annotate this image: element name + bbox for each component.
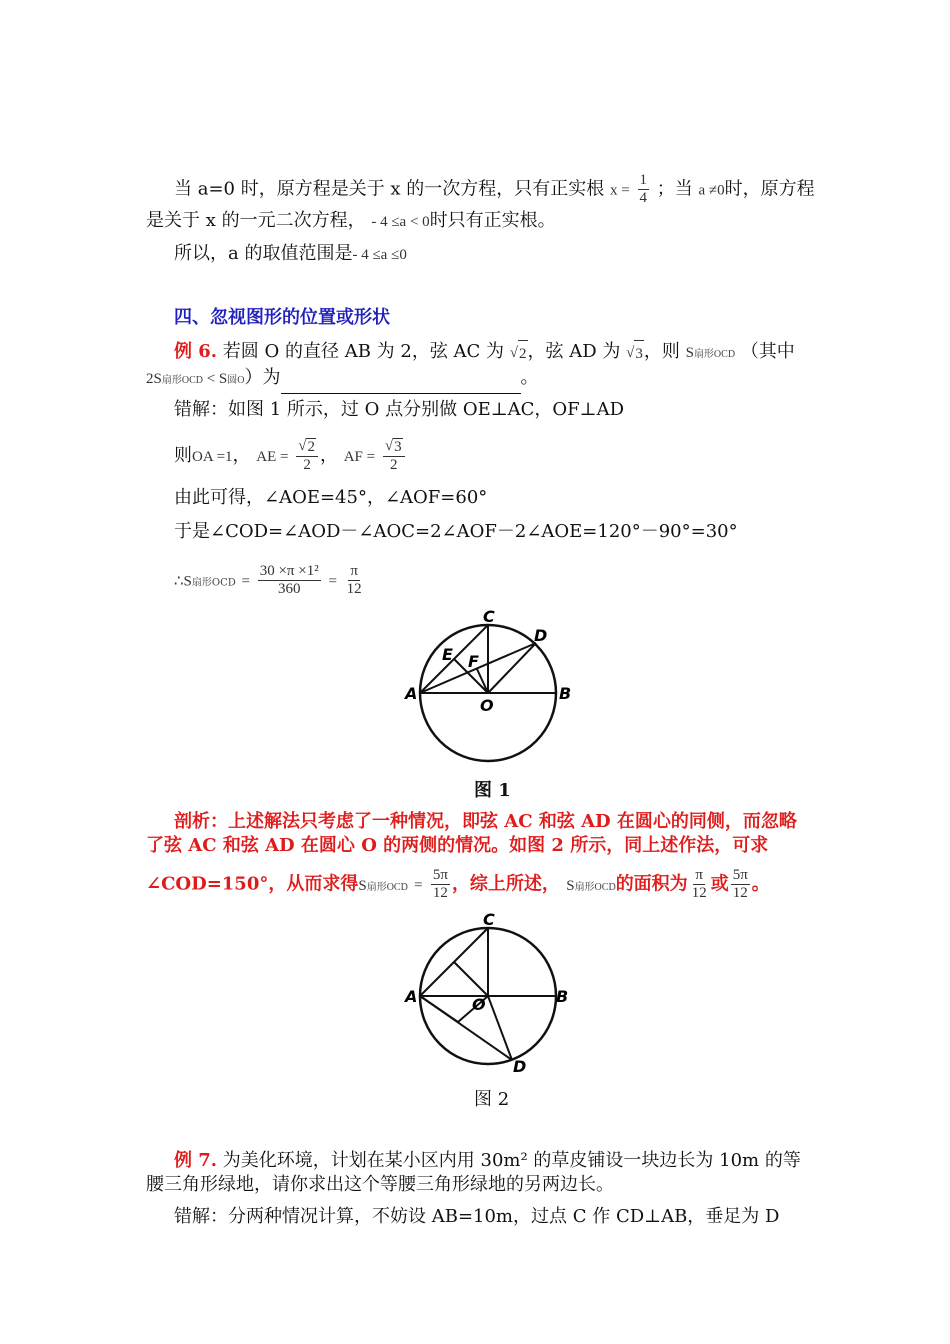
wrong-solution-line-4: 于是∠COD=∠AOD－∠AOC=2∠AOF－2∠AOE=120°－90°=30° <box>174 521 738 542</box>
sector-area-symbol: S扇形OCD <box>685 345 736 361</box>
text: 当 a=0 时，原方程是关于 x 的一次方程，只有正实根 <box>174 178 605 200</box>
sqrt-2: √ 2 <box>510 340 528 367</box>
range-line: 所以，a 的取值范围是- 4 ≤a ≤0 <box>174 243 407 264</box>
condition-math: 2S扇形OCD < S圆O <box>146 371 245 387</box>
fraction-ae: √ 2 2 <box>296 438 318 474</box>
figure-1-caption: 图 1 <box>474 780 511 801</box>
analysis-line-1: 剖析：上述解法只考虑了一种情况，即弦 AC 和弦 AD 在圆心的同侧，而忽略 <box>174 811 797 832</box>
segment-of <box>454 962 488 996</box>
wrong-solution-line-2: 则OA =1， AE = √ 2 2 ， AF = √ 3 2 <box>174 438 407 474</box>
example-7-line-2: 腰三角形绿地，请你求出这个等腰三角形绿地的另两边长。 <box>146 1174 614 1195</box>
label-a: A <box>405 684 418 703</box>
segment-of <box>477 669 488 693</box>
radius-od <box>488 643 536 693</box>
example-7-line-3: 错解：分两种情况计算，不妨设 AB=10m，过点 C 作 CD⊥AB，垂足为 D <box>174 1206 780 1227</box>
label-d: D <box>534 626 548 645</box>
label-c: C <box>483 910 495 929</box>
fraction-sector-formula: $\frac{\text{30 ×π ×1²}}{360}$ <box>259 563 319 597</box>
analysis-line-2: 了弦 AC 和弦 AD 在圆心 O 的两侧的情况。如图 2 所示，同上述作法，可求 <box>146 835 769 856</box>
fraction-5pi-12-answer: $\frac{5\pi}{12}$ <box>732 867 748 901</box>
figure-2-diagram <box>398 910 578 1075</box>
answer-blank <box>281 375 521 394</box>
wrong-solution-line-3: 由此可得，∠AOE=45°，∠AOF=60° <box>174 487 488 508</box>
label-o: O <box>472 995 486 1014</box>
fraction-pi-12-answer: $\frac{\pi}{12}$ <box>691 867 707 901</box>
figure-1-diagram <box>400 605 580 770</box>
fraction-one-quarter: $\frac{1}{4}$ <box>639 172 647 206</box>
label-d: D <box>513 1057 527 1075</box>
fraction-pi-12: $\frac{\pi}{12}$ <box>346 563 362 597</box>
fraction-af: √ 3 2 <box>383 438 405 474</box>
example-label: 例 6. <box>174 341 218 362</box>
wrong-solution-line-1: 错解：如图 1 所示，过 O 点分别做 OE⊥AC，OF⊥AD <box>174 399 625 420</box>
math-x: x = <box>610 182 630 199</box>
solution-line-1: 当 a=0 时，原方程是关于 x 的一次方程，只有正实根 x = $\frac{1}{4}$ ；当 a ≠0时，原方程 <box>174 172 815 206</box>
math-a-neq-zero: a ≠0 <box>698 182 725 199</box>
label-e: E <box>442 645 453 664</box>
figure-2-caption: 图 2 <box>474 1089 510 1110</box>
label-b: B <box>556 987 569 1006</box>
example-6-line-2: 2S扇形OCD < S圆O）为 。 <box>146 365 539 394</box>
sqrt-3: √ 3 <box>626 340 644 367</box>
math-range: - 4 ≤a ≤0 <box>352 247 407 263</box>
label-c: C <box>483 607 495 626</box>
label-o: O <box>480 696 494 715</box>
example-label: 例 7. <box>174 1150 218 1171</box>
example-6-line-1: 例 6. 若圆 O 的直径 AB 为 2，弦 AC 为 √ 2 ，弦 AD 为 √ 3 ，则 S扇形OCD （其中 <box>174 339 795 368</box>
section-heading: 四、忽视图形的位置或形状 <box>174 307 390 328</box>
fraction-5pi-12: $\frac{5\pi}{12}$ <box>432 867 448 901</box>
label-f: F <box>468 652 479 671</box>
analysis-line-3: ∠COD=150°，从而求得S扇形OCD = $\frac{5\pi}{12}$ ，综上所述， S扇形OCD的面积为 $\frac{\pi}{12}$ 或 $\frac{5\pi}{12}$ 。 <box>146 867 770 901</box>
solution-line-2: 是关于 x 的一元二次方程， - 4 ≤a < 0时只有正实根。 <box>146 210 556 231</box>
radius-od <box>488 996 512 1060</box>
wrong-solution-line-5: ∴S扇形OCD = $\frac{\text{30 ×π ×1²}}{360}$ = $\frac{\pi}{12}$ <box>174 563 362 597</box>
label-a: A <box>405 987 418 1006</box>
example-7-line-1: 例 7. 为美化环境，计划在某小区内用 30m² 的草皮铺设一块边长为 10m 的等 <box>174 1150 801 1171</box>
segment-ae <box>420 996 458 1022</box>
math-inequality: - 4 ≤a < 0 <box>371 214 430 230</box>
label-b: B <box>559 684 572 703</box>
